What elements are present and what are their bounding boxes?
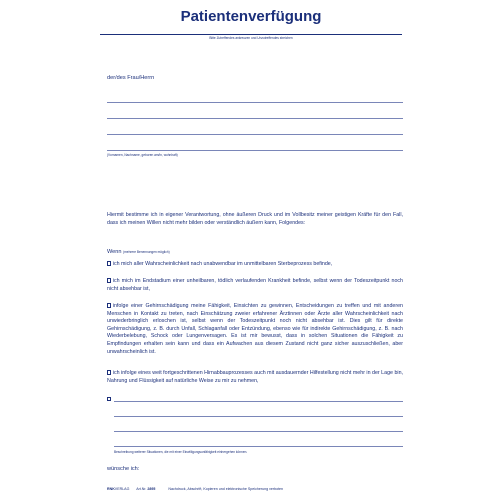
publisher-logo: RNK bbox=[107, 487, 115, 491]
form-title: Patientenverfügung bbox=[180, 8, 322, 25]
option-3 bbox=[107, 303, 403, 356]
conditions-heading-note: (mehrere Benennungen möglich) bbox=[123, 250, 170, 254]
title-rule bbox=[100, 34, 402, 35]
option-other-checkbox[interactable] bbox=[107, 397, 111, 401]
form-subtitle: Bitte Zutreffendes ankreuzen und Unzutreffendes streichen bbox=[209, 36, 293, 40]
other-line-4[interactable] bbox=[114, 446, 403, 447]
option-4-text: ich infolge eines weit fortgeschrittenen Hirnabbauprozesses auch mit ausdauernder Hilfestellung nicht mehr in der Lage bin, Nahrung und Flüssigkeit auf natürliche Weise zu mir zu nehmen, bbox=[107, 370, 403, 384]
option-3-text: infolge einer Gehirnschädigung meine Fähigkeit, Einsichten zu gewinnen, Entscheidungen zu treffen und mit anderen Menschen in Kontakt zu treten, nach Einschätzung zweier erfahrener Ärztinnen oder Ärzte aller Wahrscheinlichkeit nach unwiederbringlich erloschen ist, selbst wenn der Todeszeitpunkt noch nicht absehbar ist. Dies gilt für direkte Gehirnschädigung, z. B. durch Unfall, Schlaganfall oder Entzündung, ebenso wie für indirekte Gehirnschädigung, z. B. nach Wiederbelebung, Schock oder Lungenversagen. Es ist mir bewusst, dass in solchen Situationen die Fähigkeit zu Empfindungen erhalten sein kann und dass ein Aufwachen aus diesem Zustand nicht ganz sicher auszuschließen, aber unwahrscheinlich ist. bbox=[107, 303, 403, 355]
article-label: Art.Nr. bbox=[136, 487, 147, 491]
option-1-checkbox[interactable] bbox=[107, 261, 111, 265]
wish-label: wünsche ich: bbox=[107, 466, 140, 472]
person-line-4[interactable] bbox=[107, 150, 403, 151]
conditions-heading bbox=[107, 249, 170, 255]
person-line-3[interactable] bbox=[107, 134, 403, 135]
other-line-3[interactable] bbox=[114, 431, 403, 432]
other-line-2[interactable] bbox=[114, 416, 403, 417]
publisher-suffix: VERLAG bbox=[114, 487, 130, 491]
option-1 bbox=[107, 261, 403, 269]
article-number: 2895 bbox=[147, 487, 156, 491]
conditions-heading-text: Wenn bbox=[107, 249, 122, 255]
copyright-notice: Nachdruck, Abschrift, Kopieren und elektronische Speicherung verboten bbox=[168, 487, 284, 491]
intro-text: Hiermit bestimme ich in eigener Verantwortung, ohne äußeren Druck und im Vollbesitz meiner geistigen Kräfte für den Fall, dass ich meinen Willen nicht mehr bilden oder verständlich äußern kann, Folgendes: bbox=[107, 212, 403, 226]
person-label: der/des Frau/Herrn bbox=[107, 75, 155, 81]
other-caption: Beschreibung weiterer Situationen, die mit einer Einwilligungsunfähigkeit einhergehen können. bbox=[114, 450, 248, 454]
person-line-2[interactable] bbox=[107, 118, 403, 119]
option-4-checkbox[interactable] bbox=[107, 370, 111, 374]
option-2-checkbox[interactable] bbox=[107, 278, 111, 282]
footer bbox=[107, 487, 403, 491]
option-3-checkbox[interactable] bbox=[107, 303, 111, 307]
option-1-text: ich mich aller Wahrscheinlichkeit nach unabwendbar im unmittelbaren Sterbeprozess befinde, bbox=[112, 261, 333, 267]
option-2-text: ich mich im Endstadium einer unheilbaren, tödlich verlaufenden Krankheit befinde, selbst wenn der Todeszeitpunkt noch nicht absehbar ist, bbox=[107, 278, 403, 292]
other-line-1[interactable] bbox=[114, 401, 403, 402]
option-2 bbox=[107, 278, 403, 293]
option-4 bbox=[107, 370, 403, 385]
person-caption: (Vornamen, Nachname, geboren am/in, wohnhaft) bbox=[107, 153, 178, 157]
person-line-1[interactable] bbox=[107, 102, 403, 103]
